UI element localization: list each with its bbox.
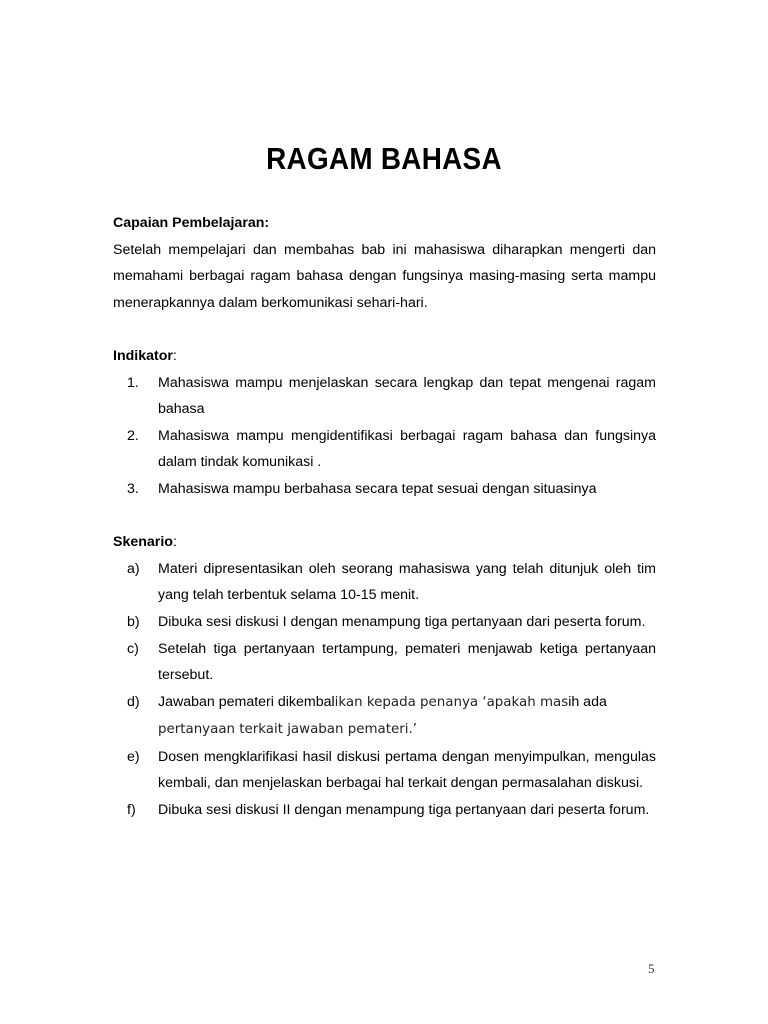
list-item bbox=[113, 689, 656, 744]
indikator-heading: Indikator bbox=[113, 347, 173, 364]
page-number: 5 bbox=[648, 961, 655, 976]
indikator-colon: : bbox=[172, 347, 177, 364]
list-item bbox=[113, 370, 656, 423]
section-gap bbox=[113, 503, 656, 530]
list-marker: 1. bbox=[127, 374, 139, 391]
list-marker: 2. bbox=[127, 427, 139, 444]
list-item-text: Mahasiswa mampu berbahasa secara tepat sesuai dengan situasinya bbox=[158, 480, 597, 497]
list-marker: b) bbox=[127, 613, 140, 630]
list-item bbox=[113, 423, 656, 476]
list-marker: a) bbox=[127, 560, 140, 577]
list-item-text: Dibuka sesi diskusi I dengan menampung tiga pertanyaan dari peserta forum. bbox=[158, 613, 646, 630]
skenario-list bbox=[113, 556, 656, 824]
section-gap bbox=[113, 316, 656, 343]
list-item bbox=[113, 556, 656, 609]
indikator-heading-line bbox=[113, 343, 656, 370]
list-marker: c) bbox=[127, 640, 139, 657]
capaian-heading: Capaian Pembelajaran: bbox=[113, 215, 270, 231]
list-item bbox=[113, 609, 656, 636]
skenario-heading: Skenario bbox=[113, 534, 173, 551]
list-item-text bbox=[158, 694, 607, 738]
indikator-list bbox=[113, 370, 656, 503]
list-item-text: Mahasiswa mampu mengidentifikasi berbagai ragam bahasa dan fungsinya dalam tindak komunikasi . bbox=[158, 427, 656, 471]
page-title: RAGAM BAHASA bbox=[266, 141, 502, 176]
list-marker: 3. bbox=[127, 480, 139, 497]
list-item bbox=[113, 744, 656, 797]
list-item-text: Dosen mengklarifikasi hasil diskusi pertama dengan menyimpulkan, mengulas kembali, dan menjelaskan berbagai hal terkait dengan permasalahan diskusi. bbox=[158, 748, 656, 792]
list-item-text: Materi dipresentasikan oleh seorang mahasiswa yang telah ditunjuk oleh tim yang telah terbentuk selama 10-15 menit. bbox=[158, 560, 656, 604]
list-item-text-part: Jawaban pemateri dikembal bbox=[158, 693, 335, 710]
list-item-text: Setelah tiga pertanyaan tertampung, pemateri menjawab ketiga pertanyaan tersebut. bbox=[158, 640, 656, 684]
skenario-colon: : bbox=[172, 534, 177, 551]
skenario-heading-line bbox=[113, 529, 656, 556]
document-body bbox=[113, 210, 656, 824]
list-item bbox=[113, 797, 656, 824]
list-marker: f) bbox=[127, 802, 136, 819]
list-item bbox=[113, 476, 656, 503]
list-item bbox=[113, 636, 656, 689]
list-item-text: Mahasiswa mampu menjelaskan secara lengkap dan tepat mengenai ragam bahasa bbox=[158, 374, 656, 418]
list-item-text: Dibuka sesi diskusi II dengan menampung tiga pertanyaan dari peserta forum. bbox=[158, 802, 650, 819]
list-marker: d) bbox=[127, 693, 140, 710]
list-item-text-part: pertanyaan terkait jawaban pemateri.’ bbox=[158, 722, 417, 738]
list-item-text-part: ikan kepada penanya ‘apakah mas bbox=[334, 694, 569, 710]
list-marker: e) bbox=[127, 748, 140, 765]
capaian-text: Setelah mempelajari dan membahas bab ini mahasiswa diharapkan mengerti dan memahami berbagai ragam bahasa dengan fungsinya masing-masing serta mampu menerapkannya dalam berkomunikasi sehari-hari. bbox=[113, 241, 656, 311]
list-item-text-part: ih ada bbox=[568, 693, 607, 710]
